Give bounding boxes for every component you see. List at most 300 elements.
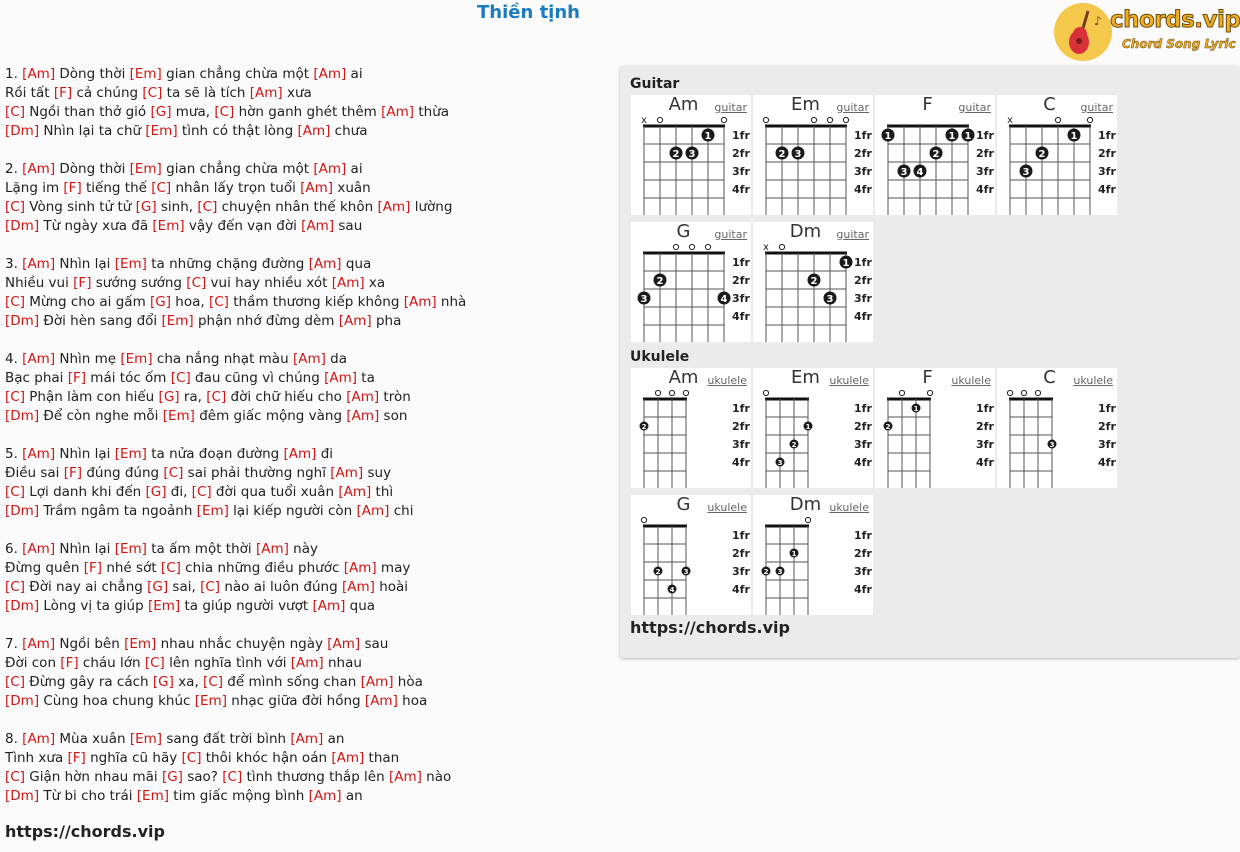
chord-marker[interactable]: [Am]	[388, 769, 422, 785]
lyric-text: xa	[364, 275, 386, 291]
lyric-text: mưa,	[171, 104, 215, 120]
chord-marker[interactable]: [G]	[145, 484, 167, 500]
chord-name: G	[676, 221, 691, 242]
chord-marker[interactable]: [Em]	[114, 446, 147, 462]
finger-number: 1	[1070, 131, 1078, 142]
finger-number: 3	[640, 294, 648, 305]
chord-marker[interactable]: [Am]	[403, 294, 437, 310]
chord-marker[interactable]: [C]	[5, 674, 25, 690]
lyric-text: Đừng gây ra cách	[24, 674, 153, 690]
chord-instrument-link[interactable]: guitar	[1080, 101, 1113, 114]
lyric-text: sau	[334, 218, 363, 234]
chord-marker[interactable]: [Em]	[161, 313, 194, 329]
chord-marker[interactable]: [Em]	[129, 66, 162, 82]
lyric-text: xưa	[282, 85, 312, 101]
chord-marker[interactable]: [Am]	[22, 161, 56, 177]
chord-marker[interactable]: [F]	[67, 370, 87, 386]
finger-number: 3	[1049, 441, 1055, 449]
lyric-text: ta ấm một thời	[146, 541, 256, 557]
lyric-text: sang đất trời bình	[162, 731, 291, 747]
lyric-line	[5, 673, 605, 692]
lyric-text: cả chúng	[72, 85, 143, 101]
chord-instrument-link[interactable]: ukulele	[951, 374, 991, 387]
lyric-line	[5, 274, 605, 293]
finger-number: 2	[778, 149, 786, 160]
stanza-gap	[5, 521, 605, 540]
chord-instrument-link[interactable]: ukulele	[1073, 374, 1113, 387]
lyric-line	[5, 179, 605, 198]
chord-marker[interactable]: [Am]	[22, 446, 56, 462]
chord-marker[interactable]: [Dm]	[5, 408, 40, 424]
open-string-marker	[843, 117, 848, 122]
guitar-chord-card[interactable]	[875, 95, 995, 215]
ukulele-chord-card[interactable]	[997, 368, 1117, 488]
chord-marker[interactable]: [F]	[83, 560, 103, 576]
finger-number: 4	[720, 294, 728, 305]
chord-marker[interactable]: [Am]	[327, 636, 361, 652]
chord-marker[interactable]: [Am]	[290, 655, 324, 671]
chord-marker[interactable]: [F]	[67, 750, 86, 766]
lyric-line	[5, 483, 605, 502]
fret-label: 4fr	[732, 183, 750, 196]
fret-label: 1fr	[732, 129, 750, 142]
ukulele-chord-card[interactable]	[631, 495, 751, 615]
lyric-text: 5.	[5, 446, 23, 462]
lyric-text: ta giúp người vượt	[180, 598, 313, 614]
logo-tagline: Chord Song Lyric	[1122, 37, 1236, 51]
ukulele-chord-card[interactable]	[753, 495, 873, 615]
fret-label: 1fr	[976, 129, 994, 142]
lyric-text: son	[379, 408, 408, 424]
chord-marker[interactable]: [Am]	[364, 693, 398, 709]
chord-marker[interactable]: [C]	[5, 484, 25, 500]
finger-number: 3	[688, 149, 696, 160]
chord-marker[interactable]: [G]	[147, 579, 169, 595]
lyric-text: ta	[357, 370, 375, 386]
chord-marker[interactable]: [Am]	[308, 788, 342, 804]
lyric-text: nào	[421, 769, 452, 785]
lyric-line	[5, 293, 605, 312]
ukulele-chord-card[interactable]	[875, 368, 995, 488]
chord-marker[interactable]: [Am]	[338, 313, 372, 329]
chord-diagram	[631, 495, 751, 615]
open-string-marker	[1007, 390, 1012, 395]
chord-marker[interactable]: [F]	[53, 85, 73, 101]
open-string-marker	[657, 117, 662, 122]
fret-label: 4fr	[854, 583, 872, 596]
chord-marker[interactable]: [Am]	[255, 541, 289, 557]
lyric-text: hòa	[393, 674, 423, 690]
chord-marker[interactable]: [F]	[63, 180, 82, 196]
finger-number: 3	[900, 167, 908, 178]
lyric-text: Lòng vị ta giúp	[39, 598, 148, 614]
svg-text:♪: ♪	[1094, 14, 1102, 28]
chord-marker[interactable]: [Dm]	[5, 503, 40, 519]
chord-marker[interactable]: [Am]	[343, 560, 377, 576]
fret-label: 1fr	[854, 129, 872, 142]
chord-marker[interactable]: [Em]	[152, 218, 185, 234]
finger-number: 2	[641, 423, 647, 431]
fret-label: 2fr	[976, 147, 994, 160]
lyric-line	[5, 369, 605, 388]
lyric-line	[5, 388, 605, 407]
lyric-text: lại kiếp người còn	[228, 503, 357, 519]
open-string-marker	[899, 390, 904, 395]
open-string-marker	[655, 390, 660, 395]
lyric-line	[5, 464, 605, 483]
chord-instrument-link[interactable]: ukulele	[707, 374, 747, 387]
footer-site-link[interactable]: https://chords.vip	[5, 822, 165, 841]
lyric-text: pha	[371, 313, 402, 329]
lyric-text: Rồi tất	[5, 85, 54, 101]
lyric-line	[5, 578, 605, 597]
lyric-line	[5, 445, 605, 464]
chord-marker[interactable]: [Dm]	[5, 123, 40, 139]
chord-marker[interactable]: [Am]	[300, 180, 334, 196]
chord-instrument-link[interactable]: guitar	[714, 228, 747, 241]
chord-name: Dm	[789, 221, 822, 242]
lyric-text: sao?	[182, 769, 223, 785]
fret-label: 4fr	[1098, 183, 1116, 196]
chord-marker[interactable]: [Am]	[377, 199, 411, 215]
fret-label: 3fr	[732, 438, 750, 451]
lyric-text: ta sẽ là tích	[162, 85, 250, 101]
fret-label: 4fr	[854, 183, 872, 196]
chord-marker[interactable]: [Am]	[341, 579, 375, 595]
lyric-text: lên nghĩa tình với	[164, 655, 291, 671]
lyric-text: an	[341, 788, 363, 804]
fret-label: 1fr	[854, 529, 872, 542]
lyric-text: da	[325, 351, 347, 367]
chord-diagram	[631, 368, 751, 488]
lyric-text: Bạc phai	[5, 370, 68, 386]
chord-marker[interactable]: [Am]	[22, 351, 56, 367]
guitar-chord-card[interactable]	[997, 95, 1117, 215]
chord-marker[interactable]: [C]	[206, 389, 227, 405]
lyric-text: tình có thật lòng	[177, 123, 298, 139]
chord-marker[interactable]: [C]	[186, 275, 207, 291]
chord-instrument-link[interactable]: guitar	[836, 228, 869, 241]
chord-marker[interactable]: [Am]	[360, 674, 394, 690]
chord-diagram	[753, 495, 873, 615]
chord-marker[interactable]: [C]	[5, 104, 25, 120]
fret-label: 1fr	[1098, 402, 1116, 415]
fret-label: 2fr	[854, 274, 872, 287]
open-string-marker	[683, 390, 688, 395]
lyric-text: ra,	[179, 389, 207, 405]
chord-diagram	[753, 222, 873, 342]
fret-label: 2fr	[732, 147, 750, 160]
open-string-marker	[1055, 117, 1060, 122]
lyric-line	[5, 122, 605, 141]
chord-marker[interactable]: [Am]	[283, 446, 317, 462]
open-string-marker	[721, 117, 726, 122]
panel-site-link[interactable]: https://chords.vip	[630, 618, 790, 637]
finger-number: 3	[826, 294, 834, 305]
chord-marker[interactable]: [C]	[5, 769, 25, 785]
lyric-text: Nhìn lại	[55, 446, 115, 462]
chord-marker[interactable]: [G]	[152, 674, 174, 690]
finger-number: 3	[777, 568, 783, 576]
chord-marker[interactable]: [C]	[208, 294, 229, 310]
chord-marker[interactable]: [Dm]	[5, 598, 40, 614]
fret-label: 1fr	[732, 256, 750, 269]
muted-string-marker: x	[763, 242, 769, 253]
chord-marker[interactable]: [Am]	[249, 85, 283, 101]
chord-marker[interactable]: [C]	[142, 85, 163, 101]
chord-marker[interactable]: [C]	[170, 370, 191, 386]
lyric-text: đi,	[166, 484, 192, 500]
lyric-line	[5, 768, 605, 787]
guitar-chord-card[interactable]	[753, 95, 873, 215]
chord-marker[interactable]: [Em]	[129, 731, 163, 747]
lyric-text: Đời hèn sang đổi	[39, 313, 162, 329]
lyric-text: nhau	[323, 655, 362, 671]
lyric-text: vui hay nhiều xót	[206, 275, 332, 291]
open-string-marker	[1021, 390, 1026, 395]
lyric-text: nhau nhắc chuyện ngày	[156, 636, 328, 652]
chord-marker[interactable]: [F]	[60, 655, 79, 671]
chord-diagram	[875, 95, 995, 215]
chord-marker[interactable]: [F]	[73, 275, 92, 291]
fret-label: 4fr	[854, 456, 872, 469]
guitar-chord-card[interactable]	[631, 95, 751, 215]
chord-marker[interactable]: [Am]	[297, 123, 331, 139]
chord-marker[interactable]: [Am]	[22, 731, 56, 747]
chord-marker[interactable]: [Am]	[356, 503, 390, 519]
chord-name: Em	[791, 94, 820, 115]
chord-marker[interactable]: [C]	[144, 655, 165, 671]
open-string-marker	[705, 244, 710, 249]
chord-marker[interactable]: [Am]	[22, 256, 56, 272]
chord-marker[interactable]: [Am]	[381, 104, 415, 120]
chord-marker[interactable]: [Am]	[312, 598, 346, 614]
lyric-text: gian chẳng chừa một	[161, 161, 314, 177]
open-string-marker	[1035, 390, 1040, 395]
chord-marker[interactable]: [Em]	[114, 256, 147, 272]
chord-marker[interactable]: [C]	[222, 769, 243, 785]
fret-label: 3fr	[732, 165, 750, 178]
finger-number: 2	[885, 423, 891, 431]
finger-number: 4	[669, 586, 675, 594]
chord-marker[interactable]: [G]	[135, 199, 157, 215]
chord-marker[interactable]: [Am]	[331, 275, 365, 291]
fret-label: 2fr	[1098, 420, 1116, 433]
lyric-line	[5, 749, 605, 768]
chord-marker[interactable]: [Em]	[129, 161, 162, 177]
chord-name: G	[676, 494, 691, 515]
chord-marker[interactable]: [Am]	[22, 66, 56, 82]
lyric-line	[5, 65, 605, 84]
chord-marker[interactable]: [Am]	[290, 731, 324, 747]
stanza-gap	[5, 426, 605, 445]
chord-diagram-panel	[620, 66, 1240, 658]
lyric-text: an	[323, 731, 345, 747]
chord-instrument-link[interactable]: guitar	[714, 101, 747, 114]
chord-instrument-link[interactable]: ukulele	[707, 501, 747, 514]
chord-marker[interactable]: [G]	[150, 294, 172, 310]
chord-marker[interactable]: [Am]	[313, 161, 347, 177]
lyric-text: nhạc giữa đời hồng	[226, 693, 365, 709]
chord-marker[interactable]: [Am]	[346, 389, 380, 405]
chord-instrument-link[interactable]: ukulele	[829, 501, 869, 514]
fret-label: 3fr	[732, 565, 750, 578]
ukulele-chord-card[interactable]	[753, 368, 873, 488]
lyric-line	[5, 198, 605, 217]
chord-marker[interactable]: [Em]	[194, 693, 227, 709]
open-string-marker	[827, 117, 832, 122]
lyric-text: sinh,	[156, 199, 198, 215]
finger-number: 4	[916, 167, 924, 178]
logo-wordmark: chords.vip	[1110, 7, 1240, 33]
open-string-marker	[763, 390, 768, 395]
chord-marker[interactable]: [F]	[63, 465, 83, 481]
guitar-chord-card[interactable]	[631, 222, 751, 342]
stanza-gap	[5, 141, 605, 160]
lyric-text: Trầm ngâm ta ngoảnh	[39, 503, 197, 519]
chord-marker[interactable]: [Dm]	[5, 218, 40, 234]
finger-number: 1	[913, 405, 919, 413]
lyric-text: thầm thương kiếp không	[228, 294, 404, 310]
site-logo[interactable]	[1054, 3, 1240, 63]
lyric-text: Lặng im	[5, 180, 64, 196]
lyric-text: tim giấc mộng bình	[169, 788, 309, 804]
chord-name: Am	[668, 367, 699, 388]
fret-label: 4fr	[976, 183, 994, 196]
fret-label: 4fr	[732, 583, 750, 596]
chord-marker[interactable]: [Am]	[331, 750, 365, 766]
chord-marker[interactable]: [Em]	[196, 503, 229, 519]
lyric-text: Nhìn lại ta chữ	[39, 123, 146, 139]
chord-marker[interactable]: [G]	[150, 104, 172, 120]
lyric-text: 1.	[5, 66, 23, 82]
lyric-text: tiếng thế	[81, 180, 152, 196]
lyric-text: ai	[346, 66, 363, 82]
chord-marker[interactable]: [C]	[5, 579, 25, 595]
fret-label: 1fr	[976, 402, 994, 415]
chord-marker[interactable]: [Am]	[330, 465, 364, 481]
guitar-heading: Guitar	[630, 76, 680, 92]
fret-label: 4fr	[732, 310, 750, 323]
chord-marker[interactable]: [Dm]	[5, 313, 40, 329]
chord-marker[interactable]: [Em]	[147, 598, 181, 614]
finger-number: 3	[683, 568, 689, 576]
chord-marker[interactable]: [Am]	[22, 636, 56, 652]
lyric-text: cha nắng nhạt màu	[152, 351, 293, 367]
chord-marker[interactable]: [Em]	[120, 351, 153, 367]
lyric-text: nào ai luôn đúng	[220, 579, 342, 595]
chord-marker[interactable]: [Am]	[324, 370, 357, 386]
chord-marker[interactable]: [C]	[191, 484, 212, 500]
chord-marker[interactable]: [Am]	[346, 408, 380, 424]
lyric-text: vậy đến vạn đời	[184, 218, 302, 234]
chord-marker[interactable]: [Am]	[308, 256, 342, 272]
finger-number: 2	[763, 568, 769, 576]
chord-instrument-link[interactable]: guitar	[836, 101, 869, 114]
finger-number: 3	[794, 149, 802, 160]
chord-marker[interactable]: [C]	[160, 560, 181, 576]
chord-marker[interactable]: [Em]	[124, 636, 157, 652]
stanza-gap	[5, 616, 605, 635]
chord-marker[interactable]: [Em]	[136, 788, 169, 804]
lyric-text: lường	[410, 199, 453, 215]
lyric-text: ta những chặng đường	[146, 256, 309, 272]
open-string-marker	[641, 517, 646, 522]
chord-marker[interactable]: [C]	[200, 579, 221, 595]
chord-marker[interactable]: [C]	[197, 199, 218, 215]
lyric-text: ta nửa đoạn đường	[146, 446, 284, 462]
chord-marker[interactable]: [C]	[203, 674, 224, 690]
finger-number: 3	[1022, 167, 1030, 178]
chord-diagram	[753, 368, 873, 488]
chord-marker[interactable]: [Am]	[313, 66, 347, 82]
chord-marker[interactable]: [C]	[214, 104, 235, 120]
chord-marker[interactable]: [Em]	[162, 408, 195, 424]
lyric-text: nhé sớt	[102, 560, 161, 576]
chord-marker[interactable]: [G]	[158, 389, 180, 405]
lyric-text: qua	[345, 598, 376, 614]
chord-marker[interactable]: [Am]	[338, 484, 372, 500]
lyric-line	[5, 312, 605, 331]
finger-number: 2	[656, 276, 664, 287]
muted-string-marker: x	[1007, 115, 1013, 126]
ukulele-chord-card[interactable]	[631, 368, 751, 488]
lyric-text: sai,	[168, 579, 201, 595]
finger-number: 3	[777, 459, 783, 467]
lyric-text: nhân lấy trọn tuổi	[171, 180, 301, 196]
chord-marker[interactable]: [C]	[5, 389, 25, 405]
chord-marker[interactable]: [C]	[5, 199, 25, 215]
fret-label: 3fr	[976, 165, 994, 178]
lyric-line	[5, 160, 605, 179]
chord-marker[interactable]: [Em]	[114, 541, 147, 557]
chord-marker[interactable]: [C]	[5, 294, 25, 310]
fret-label: 2fr	[854, 147, 872, 160]
fret-label: 3fr	[854, 165, 872, 178]
fret-label: 2fr	[854, 547, 872, 560]
lyric-text: chia những điều phước	[180, 560, 344, 576]
fret-label: 3fr	[976, 438, 994, 451]
chord-marker[interactable]: [C]	[181, 750, 202, 766]
chord-diagram	[631, 95, 751, 215]
guitar-chord-card[interactable]	[753, 222, 873, 342]
fret-label: 2fr	[732, 420, 750, 433]
finger-number: 2	[655, 568, 661, 576]
finger-number: 2	[810, 276, 818, 287]
lyric-text: chuyện nhân thế khôn	[217, 199, 378, 215]
chord-marker[interactable]: [Am]	[292, 351, 326, 367]
lyric-text: Mùa xuân	[55, 731, 130, 747]
chord-instrument-link[interactable]: ukulele	[829, 374, 869, 387]
lyric-text: thì	[371, 484, 394, 500]
lyric-text: Ngồi than thở gió	[24, 104, 151, 120]
chord-marker[interactable]: [Dm]	[5, 788, 40, 804]
stanza-gap	[5, 331, 605, 350]
chord-marker[interactable]: [Am]	[22, 541, 56, 557]
chord-marker[interactable]: [G]	[161, 769, 183, 785]
chord-marker[interactable]: [C]	[163, 465, 184, 481]
chord-instrument-link[interactable]: guitar	[958, 101, 991, 114]
lyric-text: sướng sướng	[91, 275, 187, 291]
fret-label: 1fr	[1098, 129, 1116, 142]
finger-number: 1	[805, 423, 811, 431]
chord-marker[interactable]: [Dm]	[5, 693, 40, 709]
lyric-text: đi	[316, 446, 334, 462]
lyric-line	[5, 597, 605, 616]
chord-marker[interactable]: [Em]	[145, 123, 178, 139]
chord-marker[interactable]: [C]	[151, 180, 172, 196]
chord-marker[interactable]: [Am]	[301, 218, 335, 234]
